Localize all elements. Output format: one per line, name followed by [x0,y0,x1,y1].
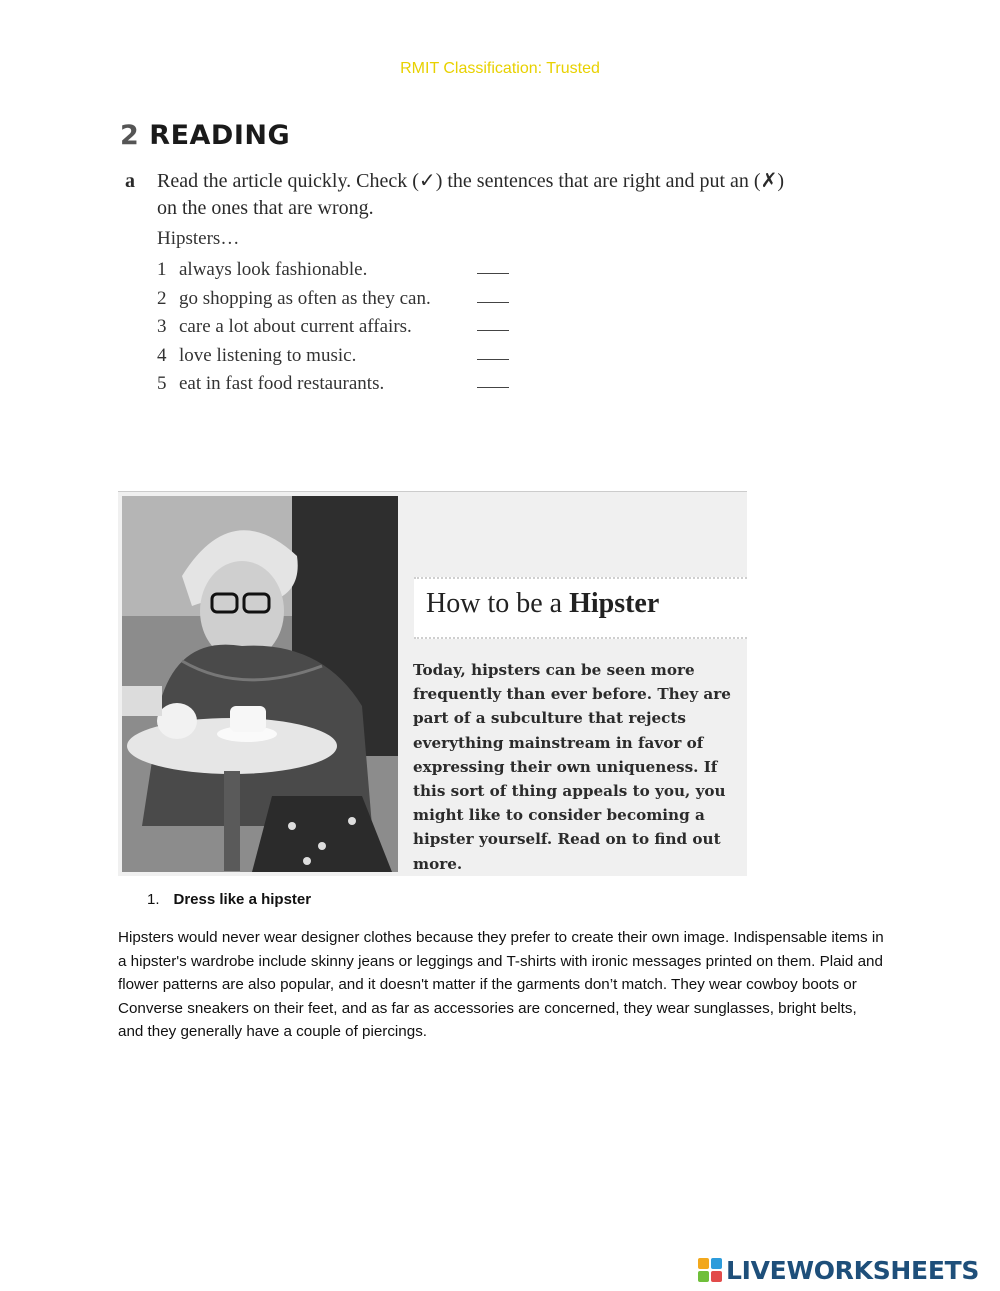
answer-blank[interactable] [477,330,509,331]
statement-item [157,313,517,342]
section-title: READING [149,120,291,151]
task-instruction: Read the article quickly. Check (✓) the sentences that are right and put an (✗) on the ones that are wrong. [157,170,784,219]
statement-number: 1 [157,259,167,281]
answer-blank[interactable] [477,302,509,303]
statement-number: 4 [157,344,167,366]
statement-number: 2 [157,287,167,309]
article-title [426,588,659,620]
hipster-photo [122,496,398,872]
task-letter: a [125,170,135,192]
statement-item [157,342,517,371]
body-paragraph: Hipsters would never wear designer clothes because they prefer to create their own image. Indispensable items in a hipster's wardrobe include skinny jeans or leggings and T-shirts with ironic messages printed on them. Plaid and flower patterns are also popular, and it doesn't matter if the garments don’t match. They wear cowboy boots or Converse sneakers on their feet, and as far as accessories are concerned, they wear sunglasses, bright belts, and they generally have a couple of piercings. [118,929,884,1041]
subsection-title: Dress like a hipster [173,891,312,908]
subsection-number: 1. [147,891,160,908]
section-number: 2 [120,120,140,151]
article-title-plain: How to be a [426,588,570,619]
liveworksheets-logo-icon [697,1257,723,1283]
task-instruction-block [125,168,785,222]
statement-item [157,256,517,285]
brand-name: LIVEWORKSHEETS [726,1255,980,1285]
statements-lead: Hipsters… [157,228,240,249]
brand-footer[interactable] [697,1254,979,1286]
article-title-bold: Hipster [569,588,660,619]
article-intro: Today, hipsters can be seen more frequently than ever before. They are part of a subculture that rejects everything mainstream in favor of expressing their own uniqueness. If this sort of thing appeals to you, you might like to consider becoming a hipster yourself. Read on to find out more. [413,661,731,873]
statement-list [157,256,517,399]
statement-item [157,370,517,399]
statement-text: love listening to music. [179,344,357,366]
statement-text: always look fashionable. [179,259,368,281]
subsection-heading [147,891,311,908]
statement-number: 3 [157,316,167,338]
answer-blank[interactable] [477,359,509,360]
article-panel [118,491,747,876]
statement-text: eat in fast food restaurants. [179,373,385,395]
statement-text: care a lot about current affairs. [179,316,412,338]
statement-item [157,285,517,314]
statement-number: 5 [157,373,167,395]
answer-blank[interactable] [477,387,509,388]
section-heading [120,120,290,151]
classification-label: RMIT Classification: Trusted [400,60,600,77]
hipster-photo-illustration [122,496,398,872]
article-title-band [414,577,747,639]
answer-blank[interactable] [477,273,509,274]
statement-text: go shopping as often as they can. [179,287,431,309]
